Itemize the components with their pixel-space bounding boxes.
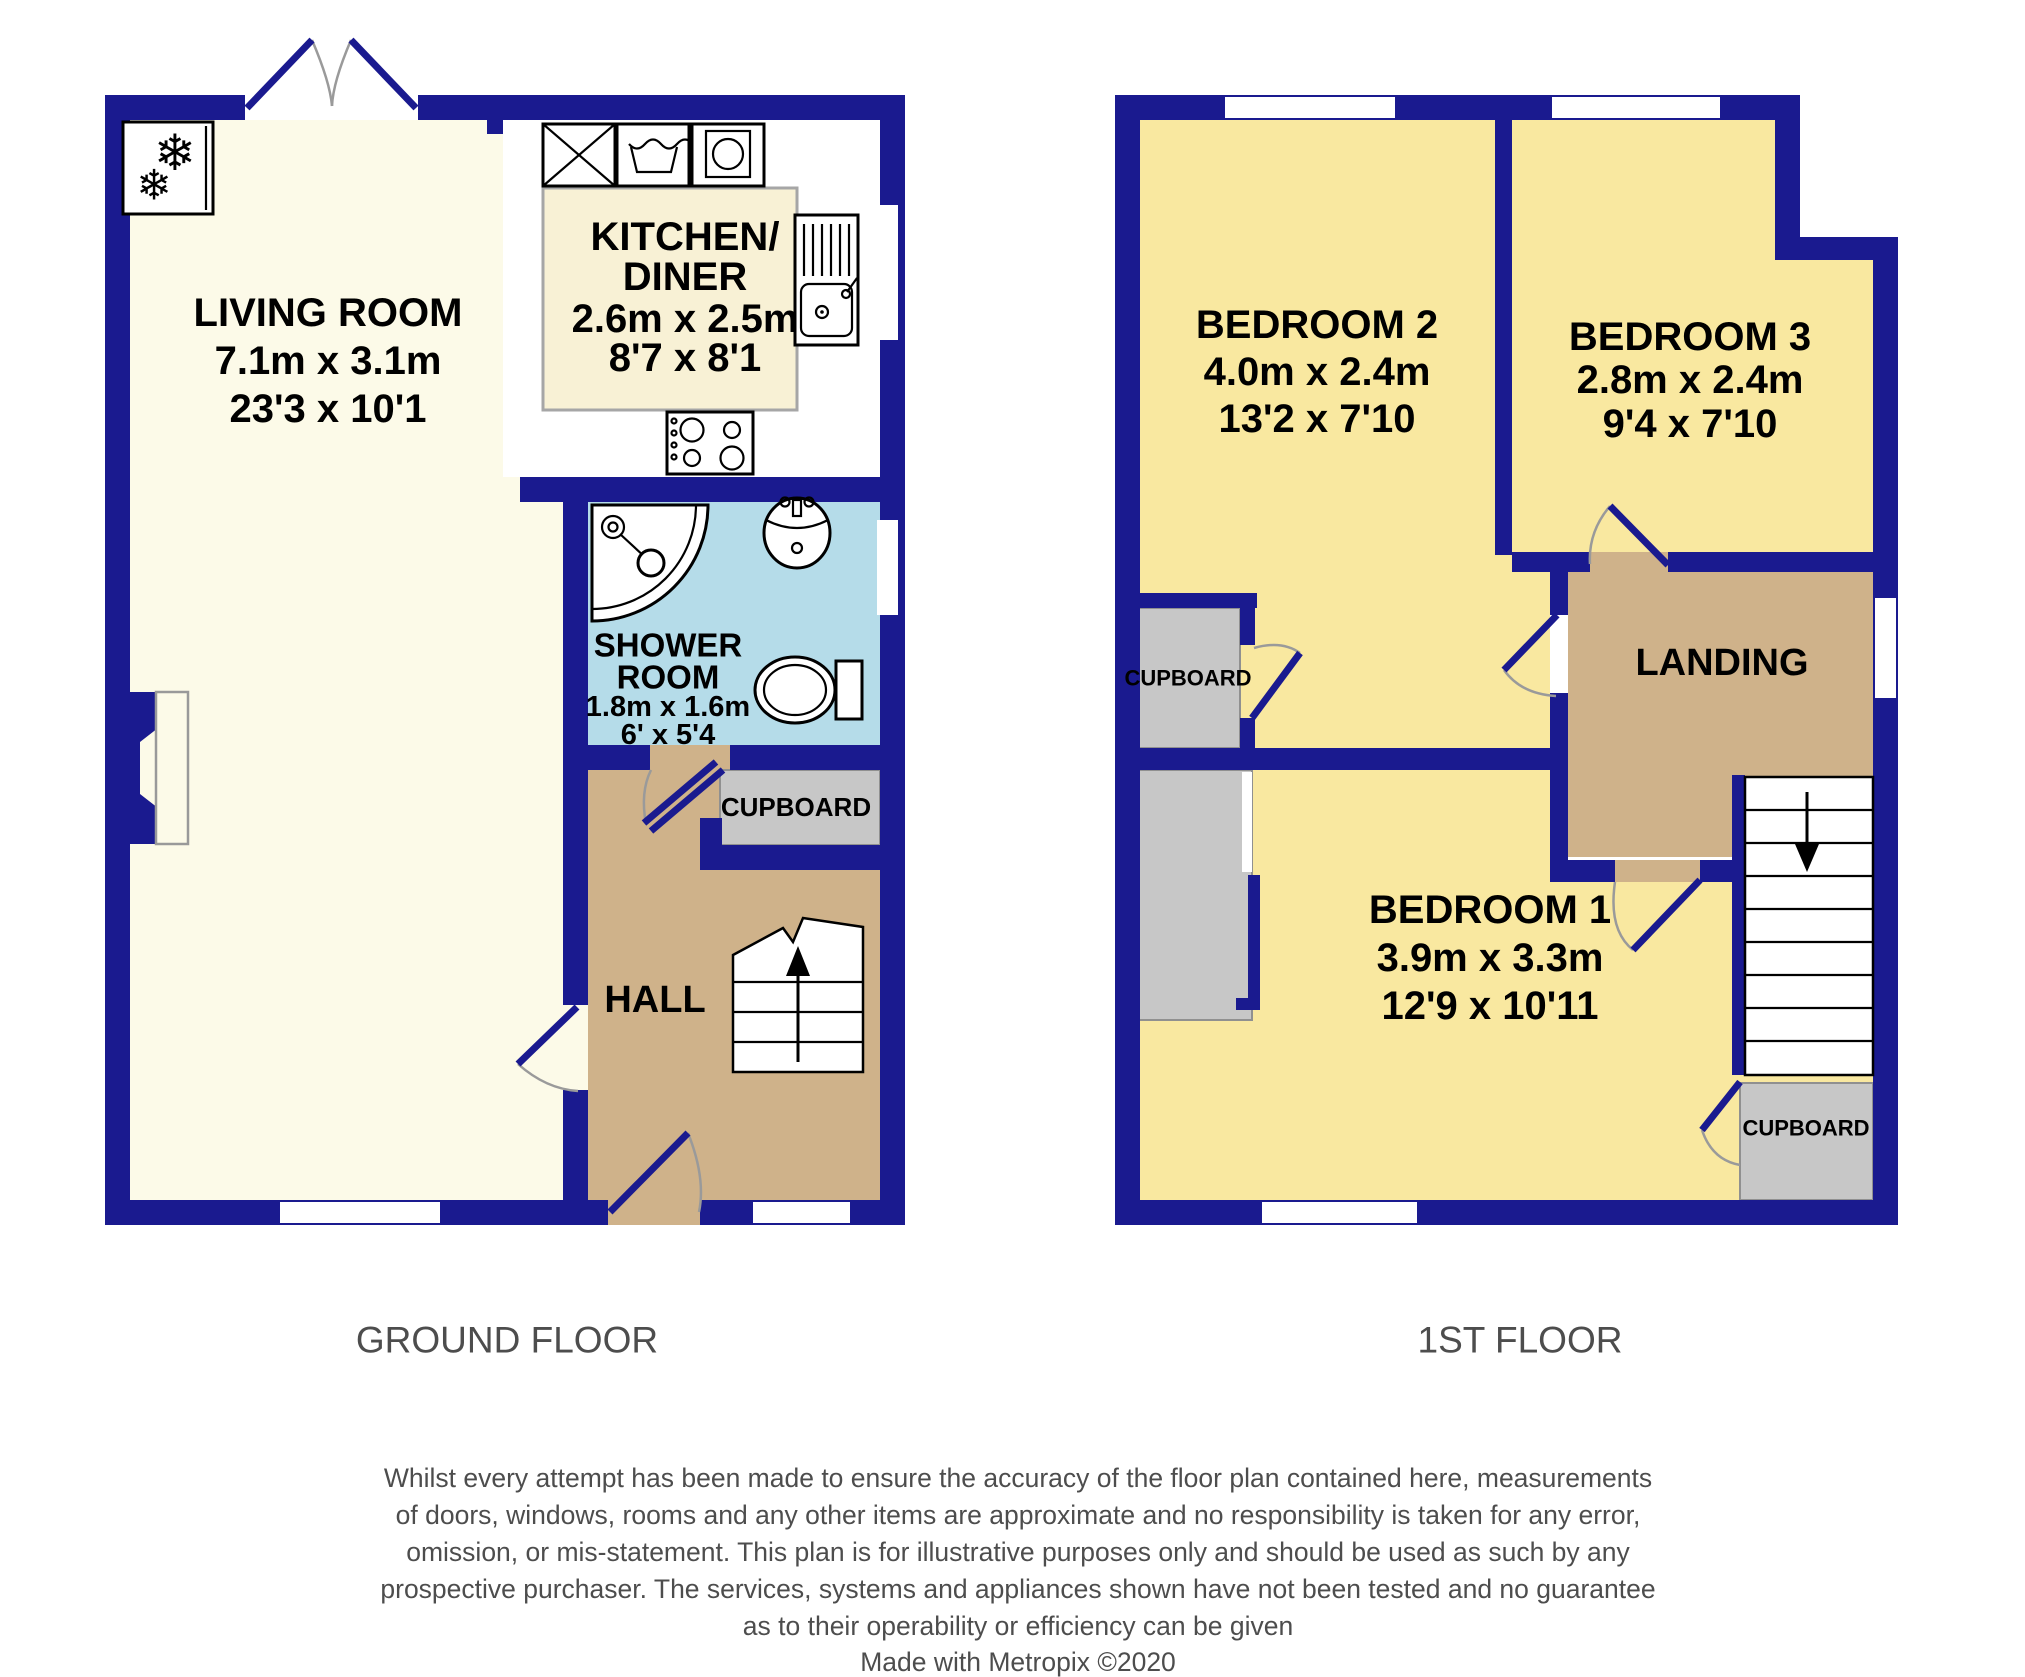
hall-window xyxy=(753,1202,850,1223)
shower-room-label-line2: ROOM xyxy=(616,658,720,696)
washing-machine-icon xyxy=(692,124,764,186)
bedroom1-metric: 3.9m x 3.3m xyxy=(1376,936,1604,980)
bedroom1-wardrobe xyxy=(1137,770,1252,1020)
bedroom1-doorway-floor xyxy=(1615,860,1700,882)
disclaimer-credit: Made with Metropix ©2020 xyxy=(860,1647,1176,1677)
svg-text:❄: ❄ xyxy=(136,160,172,210)
first-floor-plan xyxy=(1115,95,1898,1225)
bedroom3-window xyxy=(1552,97,1720,118)
bedroom3-imperial: 9'4 x 7'10 xyxy=(1602,402,1778,446)
bedroom1-imperial: 12'9 x 10'11 xyxy=(1381,984,1599,1028)
shower-room-metric: 1.8m x 1.6m xyxy=(585,691,751,723)
bedroom2-window xyxy=(1225,97,1395,118)
disclaimer xyxy=(380,1463,1655,1677)
counter-unit-icon xyxy=(543,124,615,186)
bedroom3-metric: 2.8m x 2.4m xyxy=(1576,358,1804,402)
sink-basin-icon xyxy=(617,124,693,186)
ff-cupboard-under-stairs-label: CUPBOARD xyxy=(1742,1115,1870,1141)
bedroom1-label: BEDROOM 1 xyxy=(1368,888,1612,932)
shower-room-label-line1: SHOWER xyxy=(593,626,743,664)
disclaimer-line-2: of doors, windows, rooms and any other items are approximate and no responsibility is taken for any error, xyxy=(395,1500,1641,1530)
bedroom3-label: BEDROOM 3 xyxy=(1568,315,1812,359)
shower-room-imperial: 6' x 5'4 xyxy=(620,719,716,751)
kitchen-sink-unit-icon xyxy=(795,215,858,345)
disclaimer-line-1: Whilst every attempt has been made to ensure the accuracy of the floor plan contained here, measurements xyxy=(383,1463,1653,1493)
living-room-window xyxy=(280,1202,440,1223)
living-room-metric: 7.1m x 3.1m xyxy=(214,339,442,383)
shower-room-window xyxy=(877,520,898,615)
stairs-down xyxy=(1745,777,1873,1075)
ground-floor-title: GROUND FLOOR xyxy=(355,1319,659,1361)
ff-cupboard-under-stairs-floor xyxy=(1740,1083,1873,1200)
bedroom2-metric: 4.0m x 2.4m xyxy=(1203,350,1431,394)
kitchen-label-line2: DINER xyxy=(622,255,748,299)
wash-basin-icon xyxy=(764,498,830,569)
ground-floor-plan xyxy=(105,40,905,1225)
bedroom1-window xyxy=(1262,1202,1417,1223)
disclaimer-line-4: prospective purchaser. The services, systems and appliances shown have not been tested and no guarantee xyxy=(380,1574,1656,1604)
svg-text:❄: ❄ xyxy=(154,124,196,182)
bedroom2-imperial: 13'2 x 7'10 xyxy=(1218,397,1416,441)
landing-label: LANDING xyxy=(1635,642,1809,684)
living-room-imperial: 23'3 x 10'1 xyxy=(229,387,427,431)
kitchen-label-line1: KITCHEN/ xyxy=(590,215,780,259)
landing-window xyxy=(1875,598,1896,698)
disclaimer-line-3: omission, or mis-statement. This plan is for illustrative purposes only and should be used as such by any xyxy=(406,1537,1630,1567)
first-floor-title: 1ST FLOOR xyxy=(1417,1319,1623,1361)
hall-label: HALL xyxy=(604,979,706,1021)
patio-double-door xyxy=(247,40,416,108)
toilet-icon xyxy=(755,657,862,723)
fridge-freezer-icon xyxy=(123,122,213,214)
kitchen-imperial: 8'7 x 8'1 xyxy=(608,336,762,380)
kitchen-metric: 2.6m x 2.5m xyxy=(571,297,799,341)
disclaimer-line-5: as to their operability or efficiency can be given xyxy=(742,1611,1294,1641)
gf-cupboard-label: CUPBOARD xyxy=(720,792,872,822)
hob-icon xyxy=(667,412,753,474)
wardrobe-edge xyxy=(1242,772,1252,872)
kitchen-window xyxy=(877,205,898,340)
living-room-label: LIVING ROOM xyxy=(193,291,463,335)
bedroom2-label: BEDROOM 2 xyxy=(1195,303,1439,347)
ff-cupboard-left-label: CUPBOARD xyxy=(1124,665,1252,691)
